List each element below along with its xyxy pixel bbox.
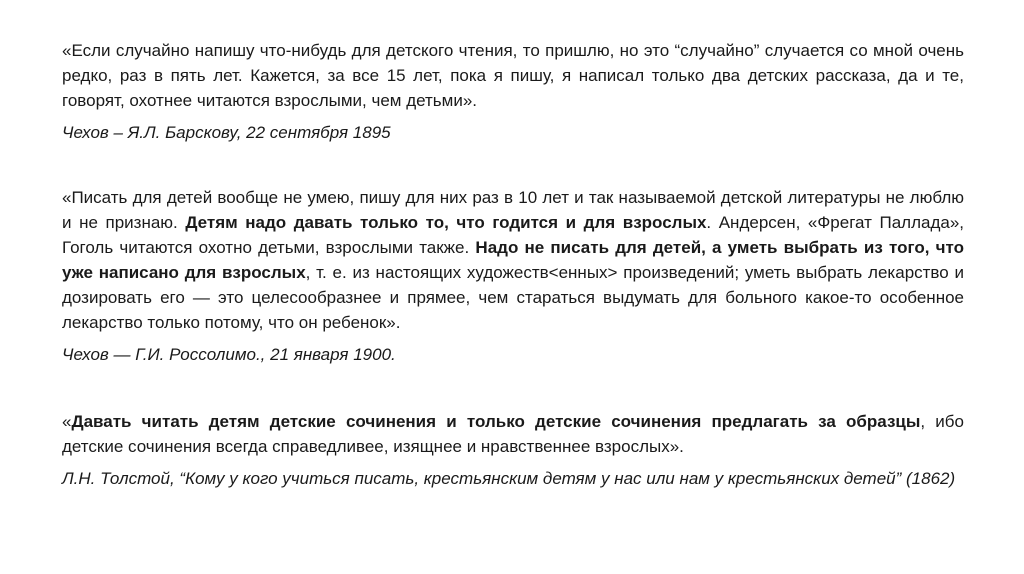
quote-block-tolstoy-1862 [62,409,964,491]
quote-citation: Чехов – Я.Л. Барскову, 22 сентября 1895 [62,123,391,142]
quote-citation: Чехов — Г.И. Россолимо., 21 января 1900. [62,345,396,364]
quote-text [62,185,964,335]
quote-text [62,38,964,113]
quote-citation: Л.Н. Толстой, “Кому у кого учиться писать, крестьянским детям у нас или нам у крестьянских детей” (1862) [62,469,956,488]
quote-text-plain: « [62,412,72,431]
slide-content [62,38,964,491]
quote-text-emphasis: Надо не писать для детей, а уметь выбрать из того, что уже написано для взрослых [62,238,964,282]
quote-text-plain: . Андерсен, «Фрегат Паллада», Гоголь читаются охотно детьми, взрослыми также. [62,213,964,257]
quote-text-emphasis: Давать читать детям детские сочинения и только детские сочинения предлагать за образцы [71,412,921,431]
quote-block-chekhov-1900 [62,185,964,367]
quote-text-emphasis: Детям надо давать только то, что годится и для взрослых [185,213,707,232]
quote-text-plain: «Если случайно напишу что-нибудь для детского чтения, то пришлю, но это “случайно” случается со мной очень редко, раз в пять лет. Кажется, за все 15 лет, пока я пишу, я написал только два детских рассказа, да и те, говорят, охотнее читаются взрослыми, чем детьми». [62,41,964,110]
quote-text-plain: , т. е. из настоящих художеств<енных> произведений; уметь выбрать лекарство и дозировать его — это целесообразнее и прямее, чем стараться выдумать для больного какое-то особенное лекарство только потому, что он ребенок». [62,263,964,332]
quote-text [62,409,964,459]
quote-text-plain: , ибо детские сочинения всегда справедливее, изящнее и нравственнее взрослых». [62,412,964,456]
quote-text-plain: «Писать для детей вообще не умею, пишу для них раз в 10 лет и так называемой детской литературы не люблю и не признаю. [62,188,964,232]
quote-block-chekhov-1895 [62,38,964,145]
